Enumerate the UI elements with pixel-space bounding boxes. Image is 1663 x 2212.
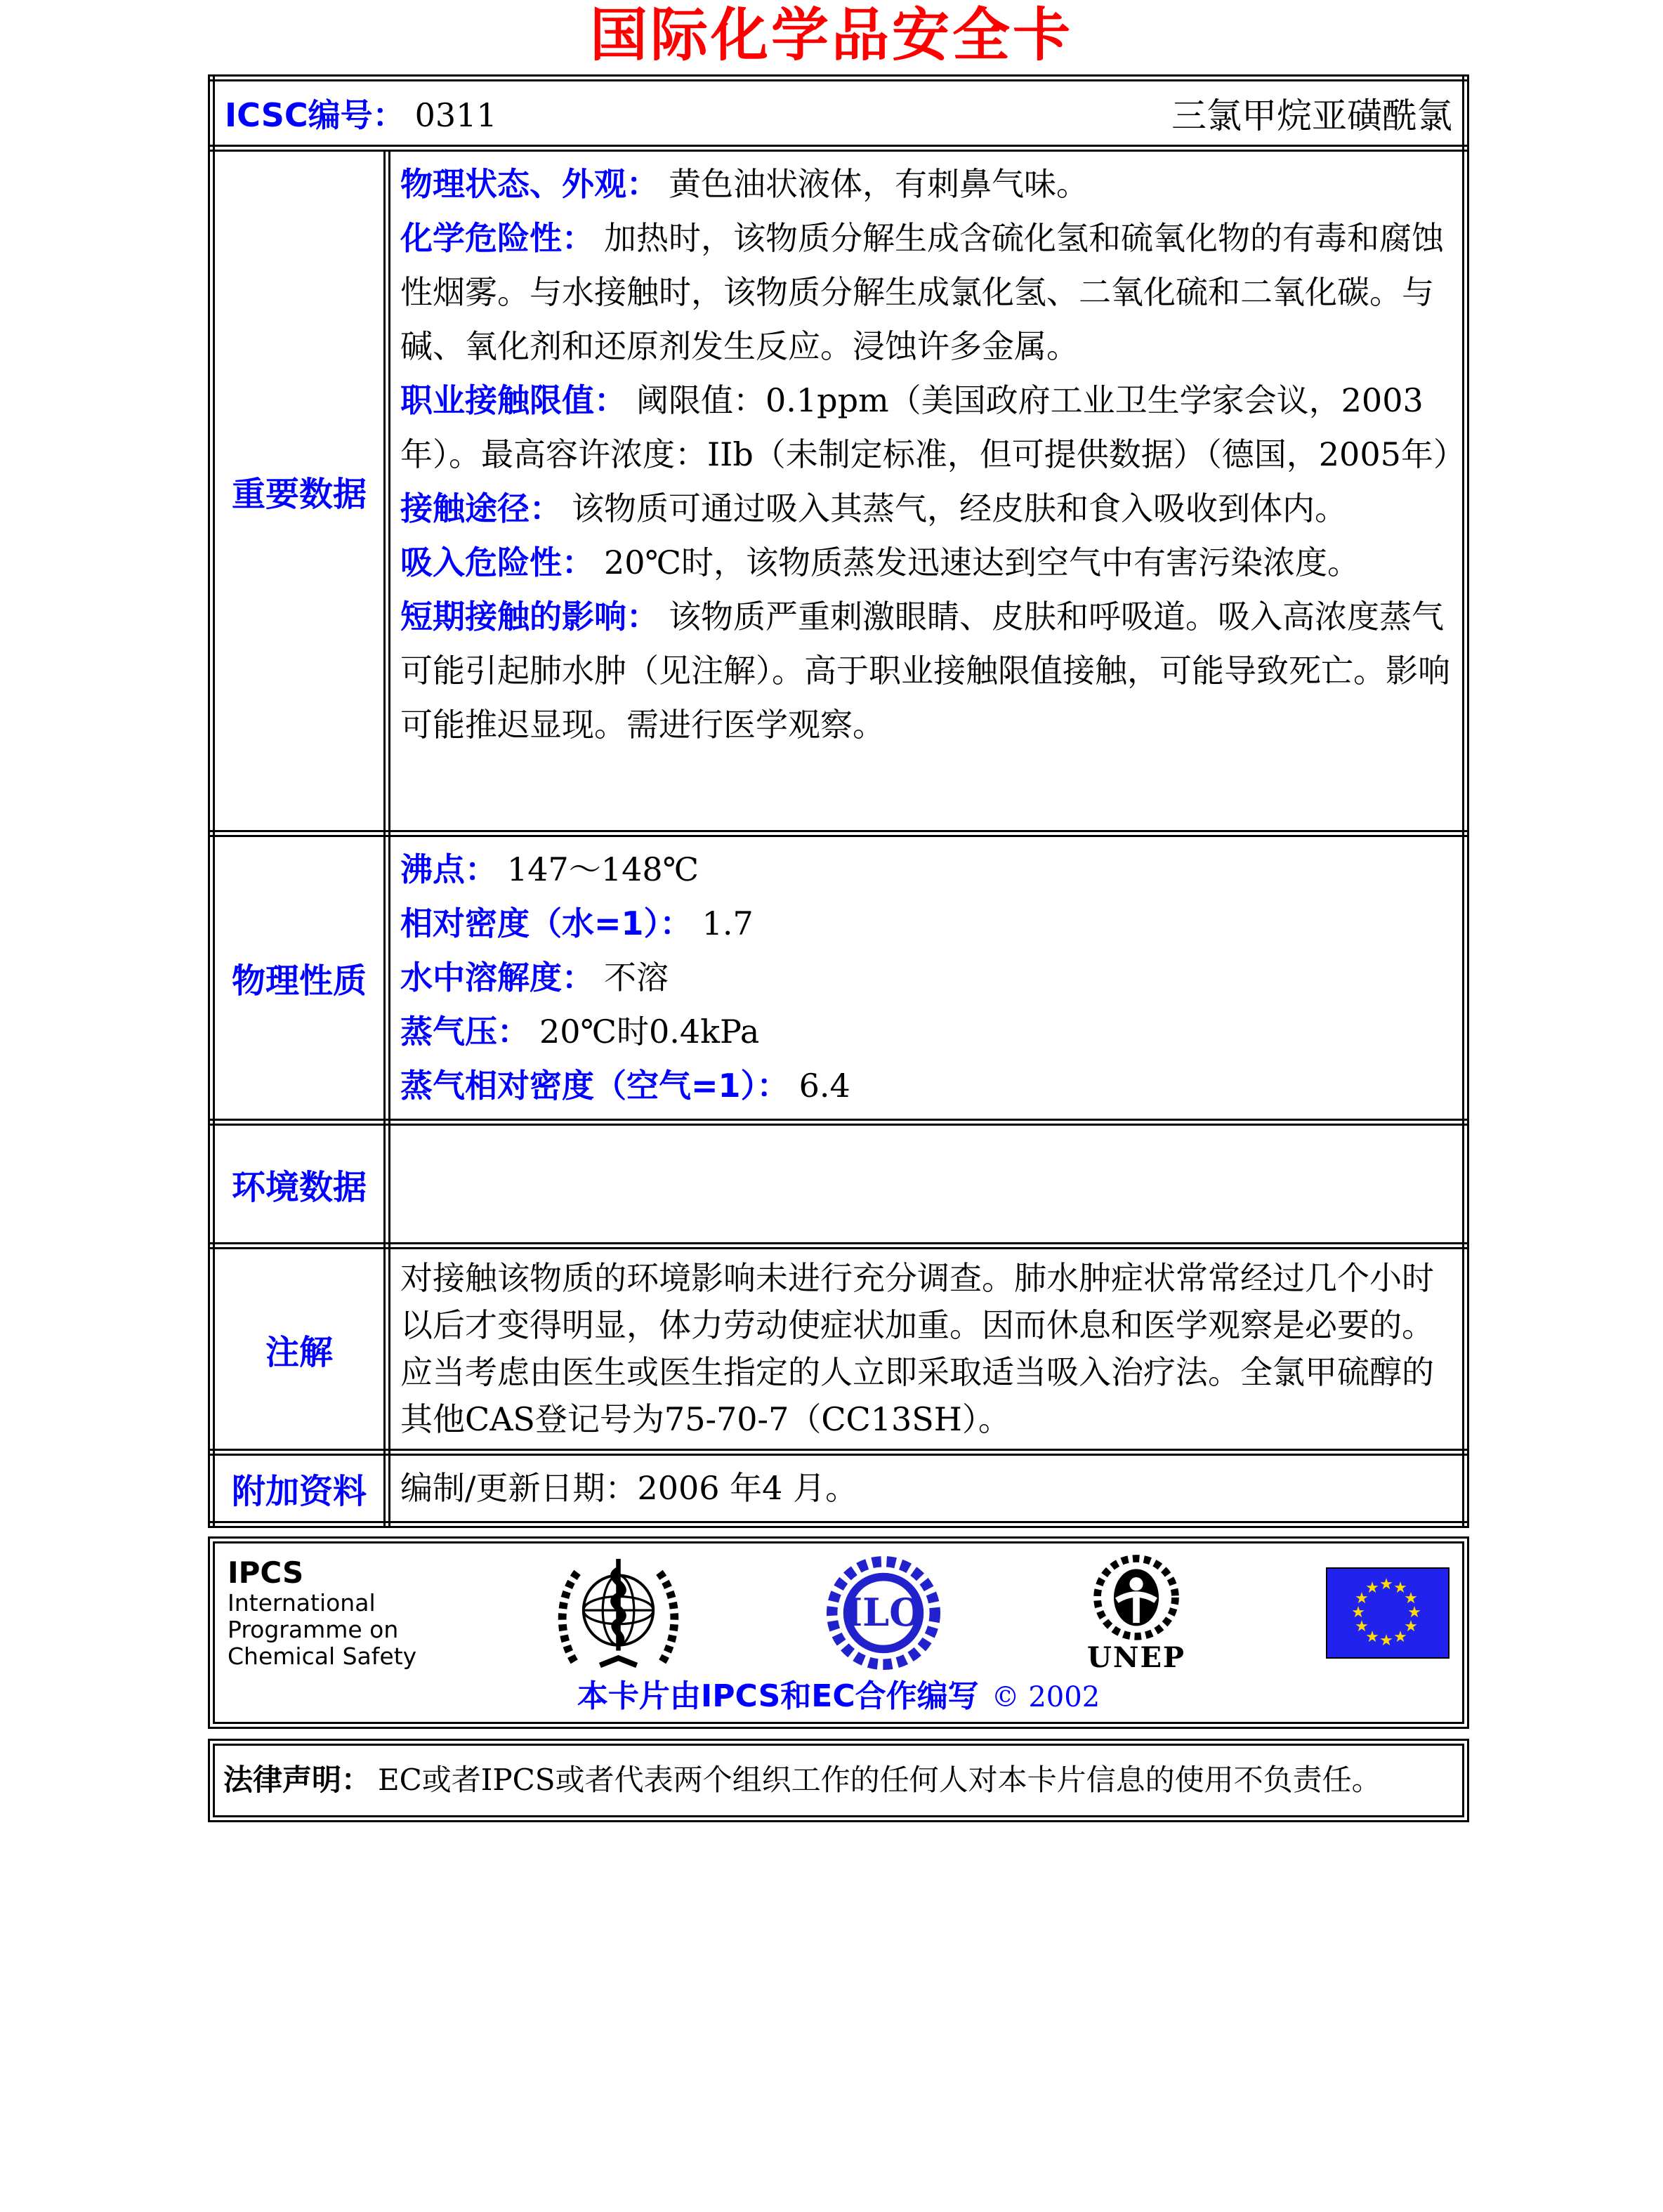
section-label-additional-info: 附加资料 (211, 1452, 387, 1525)
ipcs-subtitle-line: Chemical Safety (228, 1642, 417, 1671)
field-label: 物理状态、外观： (400, 165, 659, 203)
section-content-important-data (387, 148, 1466, 834)
field-row (400, 843, 1452, 897)
section-label-important-data: 重要数据 (211, 148, 387, 834)
ilo-logo-icon (820, 1553, 947, 1673)
field-value: 6.4 (798, 1067, 850, 1105)
svg-text:★: ★ (1404, 1618, 1418, 1635)
field-row (400, 951, 1452, 1005)
field-label: 职业接触限值： (400, 381, 626, 419)
section-label-notes: 注解 (211, 1246, 387, 1452)
section-content-physical-properties (387, 834, 1466, 1122)
field-row (400, 897, 1452, 951)
field-row (400, 536, 1452, 590)
main-table (208, 74, 1469, 1528)
svg-text:★: ★ (1365, 1628, 1379, 1646)
svg-text:★: ★ (1407, 1604, 1421, 1621)
credit-year: © 2002 (991, 1680, 1100, 1713)
eu-flag-icon (1326, 1567, 1450, 1659)
ipcs-subtitle-line: Programme on (228, 1616, 399, 1644)
credit-line (228, 1680, 1450, 1716)
field-row (400, 157, 1452, 211)
icsc-number-value: 0311 (414, 96, 497, 134)
field-label: 化学危险性： (400, 219, 594, 257)
row-notes (211, 1246, 1466, 1452)
field-label: 水中溶解度： (400, 959, 594, 996)
organizations-footer (208, 1536, 1469, 1729)
ipcs-title: IPCS (228, 1555, 304, 1590)
field-row (400, 211, 1452, 374)
svg-text:★: ★ (1351, 1604, 1365, 1621)
icsc-header-row (211, 78, 1466, 148)
legal-label: 法律声明： (223, 1763, 372, 1797)
svg-text:★: ★ (1355, 1590, 1369, 1607)
legal-text: EC或者IPCS或者代表两个组织工作的任何人对本卡片信息的使用不负责任。 (378, 1763, 1381, 1797)
field-value: 不溶 (604, 959, 669, 996)
field-label: 短期接触的影响： (400, 598, 659, 636)
section-content-notes: 对接触该物质的环境影响未进行充分调查。肺水肿症状常常经过几个小时以后才变得明显，体力劳动使症状加重。因而休息和医学观察是必要的。应当考虑由医生或医生指定的人立即采取适当吸入治疗法。全氯甲硫醇的其他CAS登记号为75-70-7（CC13SH）。 (387, 1246, 1466, 1452)
field-row (400, 1059, 1452, 1113)
field-value: 147～148℃ (507, 850, 699, 888)
svg-text:★: ★ (1393, 1579, 1407, 1597)
field-value: 20℃时，该物质蒸发迅速达到空气中有害污染浓度。 (604, 544, 1360, 581)
svg-text:★: ★ (1379, 1576, 1393, 1593)
row-environmental-data (211, 1122, 1466, 1246)
field-value: 1.7 (702, 904, 754, 942)
field-row (400, 1005, 1452, 1059)
row-physical-properties (211, 834, 1466, 1122)
icsc-number-label: ICSC编号： (225, 96, 405, 134)
field-value: 加热时，该物质分解生成含硫化氢和硫氧化物的有毒和腐蚀性烟雾。与水接触时，该物质分解生成氯化氢、二氧化硫和二氧化碳。与碱、氧化剂和还原剂发生反应。浸蚀许多金属。 (400, 219, 1444, 365)
field-label: 沸点： (400, 850, 497, 888)
ilo-letters: ILO (844, 1590, 923, 1635)
field-label: 吸入危险性： (400, 544, 594, 581)
section-label-physical-properties: 物理性质 (211, 834, 387, 1122)
svg-text:★: ★ (1379, 1632, 1393, 1650)
field-row (400, 590, 1452, 752)
icsc-number-group (225, 90, 497, 136)
who-logo-icon (553, 1553, 683, 1673)
svg-text:★: ★ (1365, 1579, 1379, 1597)
field-value: 该物质严重刺激眼睛、皮肤和呼吸道。吸入高浓度蒸气可能引起肺水肿（见注解）。高于职业接触限值接触，可能导致死亡。影响可能推迟显现。需进行医学观察。 (400, 598, 1450, 744)
chemical-name: 三氯甲烷亚磺酰氯 (1171, 96, 1452, 136)
safety-card (208, 74, 1469, 1822)
field-value: 20℃时0.4kPa (539, 1013, 760, 1051)
svg-text:★: ★ (1355, 1618, 1369, 1635)
ipcs-subtitle-line: International (228, 1589, 376, 1617)
logos-row (228, 1551, 1450, 1676)
field-value: 阈限值：0.1ppm（美国政府工业卫生学家会议，2003年）。最高容许浓度：IIb（未制定标准，但可提供数据）（德国，2005年） (400, 381, 1466, 473)
row-additional-info (211, 1452, 1466, 1525)
legal-statement (208, 1739, 1469, 1822)
field-label: 接触途径： (400, 489, 562, 527)
icsc-header-cell (211, 78, 1466, 148)
credit-text: 本卡片由IPCS和EC合作编写 (577, 1678, 979, 1714)
unep-label: UNEP (1087, 1641, 1186, 1674)
svg-text:★: ★ (1404, 1590, 1418, 1607)
field-value: 黄色油状液体，有刺鼻气味。 (669, 165, 1089, 203)
section-content-environmental-data (387, 1122, 1466, 1246)
field-label: 相对密度（水=1）： (400, 904, 692, 942)
row-important-data (211, 148, 1466, 834)
ipcs-text-block (228, 1556, 416, 1670)
section-content-additional-info: 编制/更新日期：2006 年4 月。 (387, 1452, 1466, 1525)
section-label-environmental-data: 环境数据 (211, 1122, 387, 1246)
field-row (400, 482, 1452, 536)
field-value: 该物质可通过吸入其蒸气，经皮肤和食入吸收到体内。 (572, 489, 1347, 527)
svg-text:★: ★ (1393, 1628, 1407, 1646)
page-title: 国际化学品安全卡 (589, 2, 1073, 69)
field-label: 蒸气压： (400, 1013, 530, 1051)
field-label: 蒸气相对密度（空气=1）： (400, 1067, 789, 1105)
unep-logo-icon (1084, 1554, 1189, 1672)
field-row (400, 374, 1466, 482)
icsc-document-page (0, 2, 1663, 2212)
